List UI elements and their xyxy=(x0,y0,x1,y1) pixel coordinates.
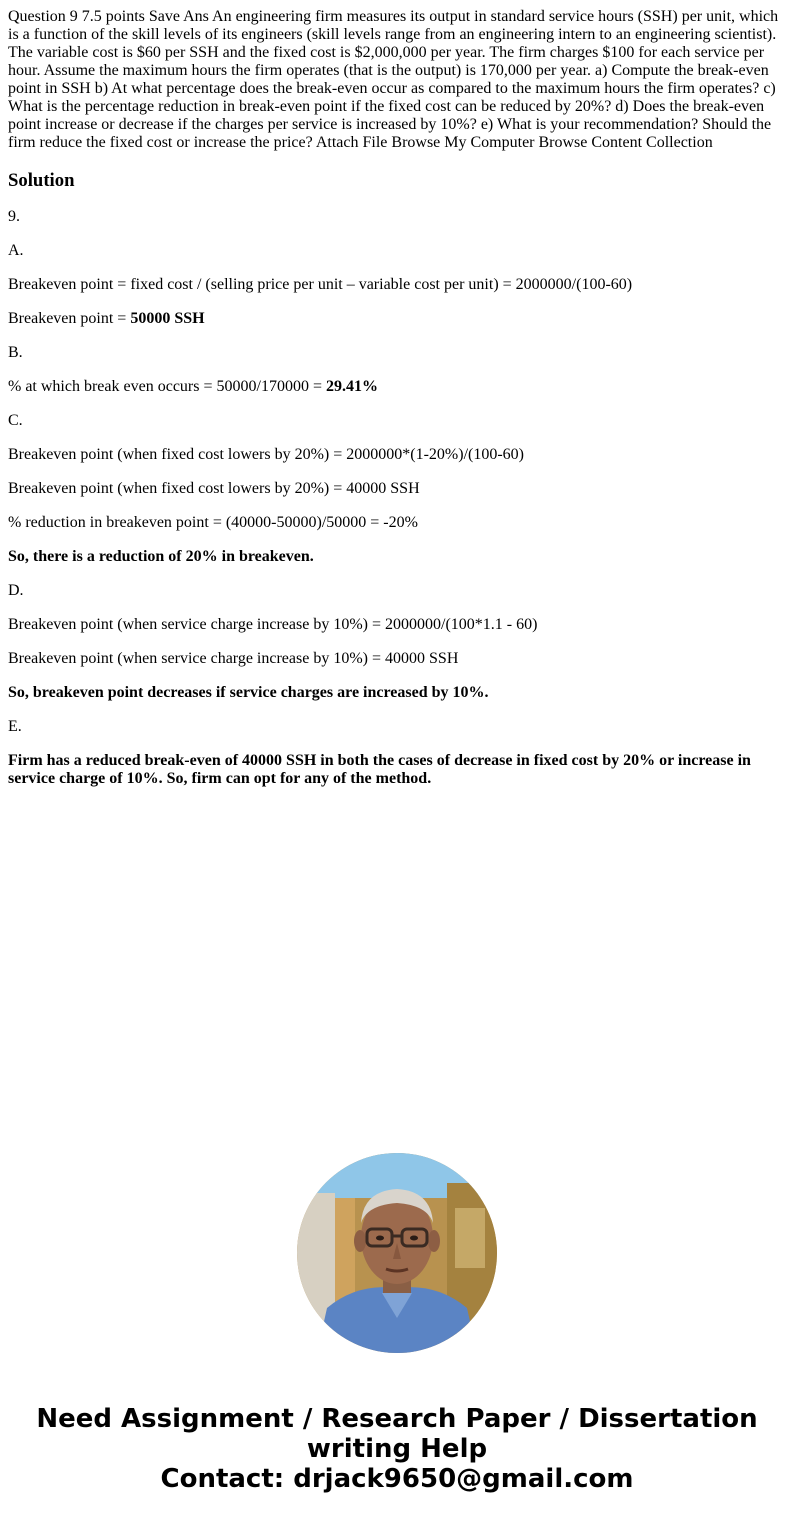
part-d-conclusion xyxy=(8,684,786,702)
part-b-label: B. xyxy=(8,344,23,361)
part-c-line2: Breakeven point (when fixed cost lowers by 20%) = 40000 SSH xyxy=(8,480,420,497)
part-b-prefix: % at which break even occurs = 50000/170000 = xyxy=(8,378,326,395)
part-e-conclusion xyxy=(8,752,786,788)
promo-line-1: Need Assignment / Research Paper / Dissertation xyxy=(36,1404,758,1434)
part-a-result xyxy=(8,310,786,328)
solution-heading: Solution xyxy=(8,170,75,191)
part-c-conclusion xyxy=(8,548,786,566)
part-c-line1: Breakeven point (when fixed cost lowers by 20%) = 2000000*(1-20%)/(100-60) xyxy=(8,446,525,463)
part-b-result xyxy=(8,378,786,396)
question-text: Question 9 7.5 points Save Ans An engineering firm measures its output in standard service hours (SSH) per unit, which is a function of the skill levels of its engineers (skill levels range from an engineering intern to an engineering scientist). The variable cost is $60 per SSH and the fixed cost is $2,000,000 per year. The firm charges $100 for each service per hour. Assume the maximum hours the firm operates (that is the output) is 170,000 per year. a) Compute the break-even point in SSH b) At what percentage does the break-even occur as compared to the maximum hours the firm operates? c) What is the percentage reduction in break-even point if the fixed cost can be reduced by 20%? d) Does the break-even point increase or decrease if the charges per service is increased by 10%? e) What is your recommendation? Should the firm reduce the fixed cost or increase the price? Attach File Browse My Computer Browse Content Collection xyxy=(8,8,779,151)
part-d-line1: Breakeven point (when service charge increase by 10%) = 2000000/(100*1.1 - 60) xyxy=(8,616,538,633)
promo-banner xyxy=(0,1404,794,1494)
part-a-result-value: 50000 SSH xyxy=(130,310,205,327)
author-avatar xyxy=(297,1153,497,1353)
part-e-conclusion-text: Firm has a reduced break-even of 40000 SSH in both the cases of decrease in fixed cost by 20% or increase in service charge of 10%. So, firm can opt for any of the method. xyxy=(8,752,751,787)
part-a-label: A. xyxy=(8,242,24,259)
promo-contact: Contact: drjack9650@gmail.com xyxy=(160,1464,634,1494)
part-d-label: D. xyxy=(8,582,24,599)
part-a-result-prefix: Breakeven point = xyxy=(8,310,131,327)
part-c-conclusion-text: So, there is a reduction of 20% in breakeven. xyxy=(8,548,314,565)
part-e-label: E. xyxy=(8,718,22,735)
promo-line-2: writing Help xyxy=(306,1434,488,1464)
part-d-conclusion-text: So, breakeven point decreases if service charges are increased by 10%. xyxy=(8,684,489,701)
part-a-formula: Breakeven point = fixed cost / (selling price per unit – variable cost per unit) = 2000000/(100-60) xyxy=(8,276,633,293)
solution-number: 9. xyxy=(8,208,20,225)
part-b-value: 29.41% xyxy=(325,378,378,395)
part-d-line2: Breakeven point (when service charge increase by 10%) = 40000 SSH xyxy=(8,650,459,667)
part-c-label: C. xyxy=(8,412,23,429)
avatar-portrait-illustration xyxy=(297,1153,497,1353)
part-c-line3: % reduction in breakeven point = (40000-50000)/50000 = -20% xyxy=(8,514,418,531)
